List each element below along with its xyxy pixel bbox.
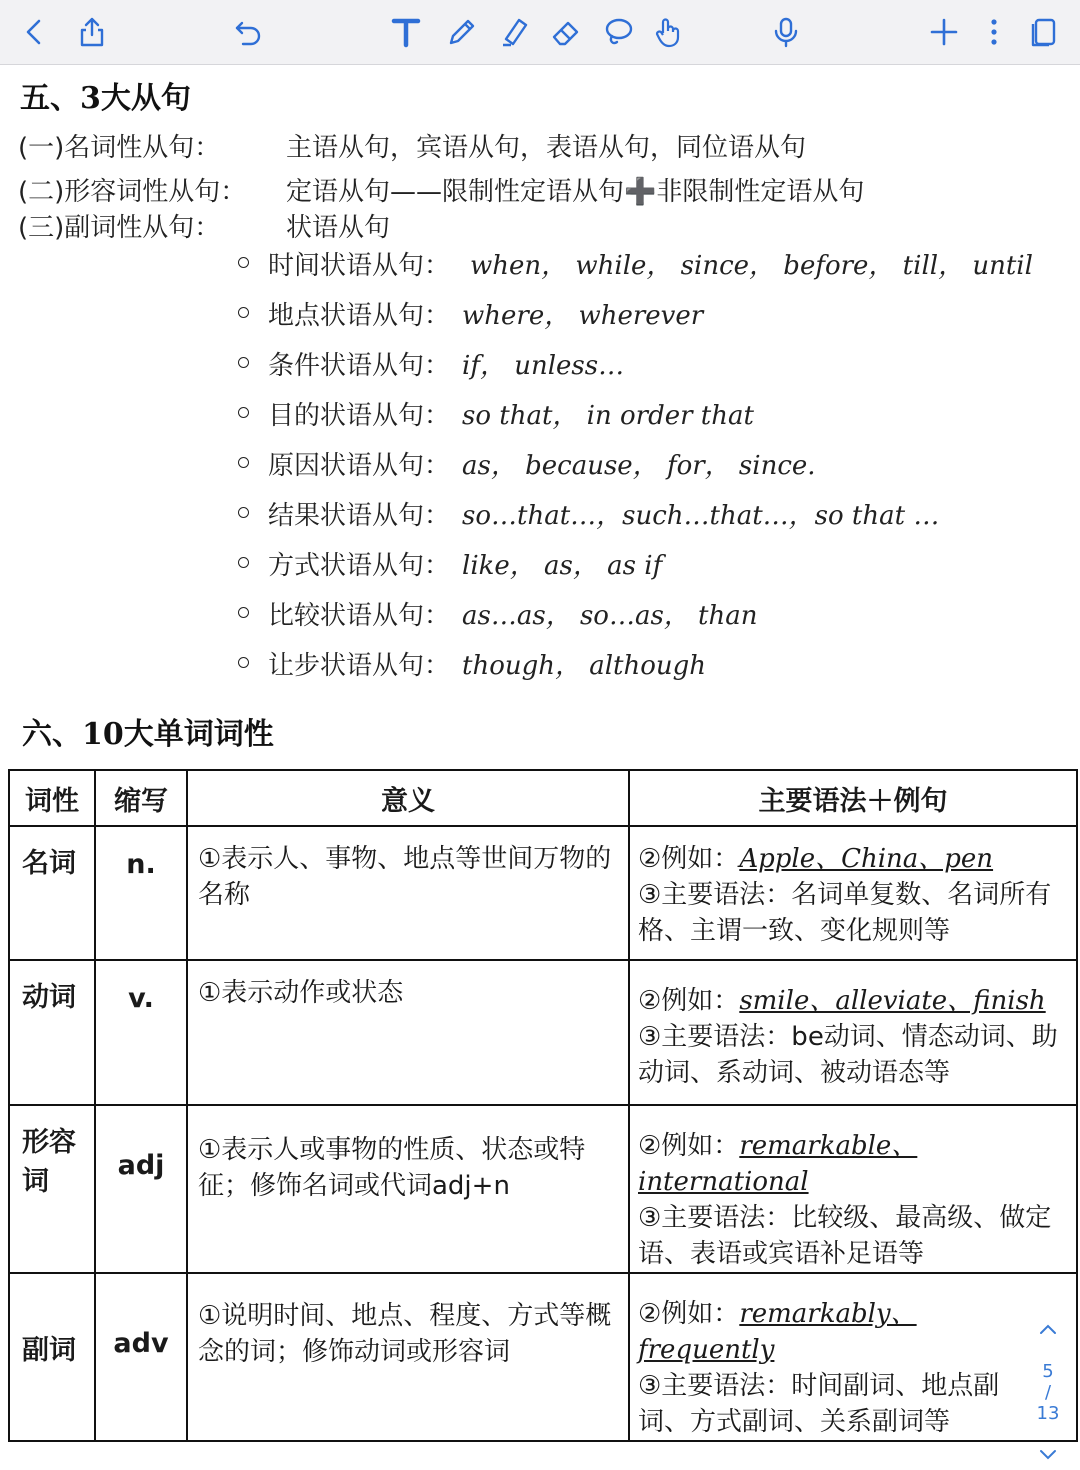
column-header: 意义 bbox=[187, 770, 629, 826]
clause-type-label: (三)副词性从句： bbox=[18, 213, 221, 243]
bullet-icon bbox=[238, 607, 249, 618]
adverbial-clause-examples: so…that…，such…that…，so that … bbox=[462, 501, 940, 531]
clause-type-value: 状语从句 bbox=[286, 213, 391, 243]
pages-icon[interactable] bbox=[1024, 12, 1064, 52]
example-prefix: ②例如： bbox=[638, 844, 740, 874]
share-icon[interactable] bbox=[72, 12, 112, 52]
microphone-icon[interactable] bbox=[766, 12, 806, 52]
abbr-cell: adv bbox=[95, 1273, 187, 1441]
clause-type-label: (一)名词性从句： bbox=[18, 133, 221, 163]
adverbial-clause-examples: if， unless… bbox=[462, 351, 625, 381]
abbr-cell: n. bbox=[95, 826, 187, 960]
table-header-row bbox=[9, 770, 1077, 826]
adverbial-clause-label: 让步状语从句： bbox=[268, 651, 451, 681]
bullet-icon bbox=[238, 407, 249, 418]
usage-cell bbox=[629, 960, 1077, 1105]
clause-type-value: 定语从句——限制性定语从句➕非限制性定语从句 bbox=[286, 177, 865, 207]
adverbial-clause-examples: though， although bbox=[462, 651, 707, 681]
bullet-icon bbox=[238, 357, 249, 368]
table-row bbox=[9, 1105, 1077, 1273]
bullet-icon bbox=[238, 457, 249, 468]
grammar-text: ③主要语法：时间副词、地点副词、方式副词、关系副词等 bbox=[638, 1371, 1000, 1437]
highlighter-icon[interactable] bbox=[494, 12, 534, 52]
current-page: 5 bbox=[1042, 1361, 1054, 1382]
add-icon[interactable] bbox=[924, 12, 964, 52]
usage-cell bbox=[629, 826, 1077, 960]
example-words: Apple、China、pen bbox=[739, 844, 994, 874]
page-separator: / bbox=[1044, 1382, 1052, 1403]
example-prefix: ②例如： bbox=[638, 1299, 740, 1329]
chevron-up-icon[interactable] bbox=[1030, 1320, 1066, 1341]
adverbial-clause-label: 结果状语从句： bbox=[268, 501, 451, 531]
example-words: remarkably、frequently bbox=[638, 1299, 917, 1365]
adverbial-clause-label: 方式状语从句： bbox=[268, 551, 451, 581]
bullet-icon bbox=[238, 257, 249, 268]
example-words: smile、alleviate、finish bbox=[739, 986, 1046, 1016]
touch-icon[interactable] bbox=[648, 12, 688, 52]
adverbial-clause-examples: as， because， for， since. bbox=[462, 451, 816, 481]
adverbial-clause-label: 地点状语从句： bbox=[268, 301, 451, 331]
page-indicator[interactable] bbox=[1030, 1320, 1066, 1470]
column-header: 词性 bbox=[9, 770, 95, 826]
adverbial-clause-examples: as…as， so…as， than bbox=[462, 601, 758, 631]
app-toolbar bbox=[0, 0, 1080, 65]
table-row bbox=[9, 826, 1077, 960]
example-words: remarkable、international bbox=[638, 1131, 918, 1197]
text-tool-icon[interactable] bbox=[386, 12, 426, 52]
abbr-cell: v. bbox=[95, 960, 187, 1105]
column-header: 缩写 bbox=[95, 770, 187, 826]
total-pages: 13 bbox=[1036, 1403, 1060, 1424]
meaning-cell: ①表示动作或状态 bbox=[187, 960, 629, 1105]
adverbial-clause-examples: when， while， since， before， till， until bbox=[470, 251, 1033, 281]
chevron-down-icon[interactable] bbox=[1030, 1446, 1066, 1467]
section-5-heading: 五、3大从句 bbox=[20, 81, 191, 116]
lasso-icon[interactable] bbox=[598, 12, 638, 52]
abbr-cell: adj bbox=[95, 1105, 187, 1273]
eraser-icon[interactable] bbox=[546, 12, 586, 52]
bullet-icon bbox=[238, 557, 249, 568]
table-row bbox=[9, 960, 1077, 1105]
grammar-text: ③主要语法：be动词、情态动词、助动词、系动词、被动语态等 bbox=[638, 1022, 1058, 1088]
clause-type-label: (二)形容词性从句： bbox=[18, 177, 247, 207]
adverbial-clause-examples: like， as， as if bbox=[462, 551, 663, 581]
bullet-icon bbox=[238, 507, 249, 518]
adverbial-clause-label: 时间状语从句： bbox=[268, 251, 451, 281]
adverbial-clause-examples: where， wherever bbox=[462, 301, 704, 331]
section-6-heading: 六、10大单词词性 bbox=[22, 717, 274, 752]
meaning-cell: ①表示人、事物、地点等世间万物的名称 bbox=[187, 826, 629, 960]
pos-cell: 形容词 bbox=[9, 1105, 95, 1273]
meaning-cell: ①表示人或事物的性质、状态或特征；修饰名词或代词adj+n bbox=[187, 1105, 629, 1273]
note-page bbox=[0, 65, 1080, 1440]
pos-cell: 副词 bbox=[9, 1273, 95, 1441]
grammar-text: ③主要语法：比较级、最高级、做定语、表语或宾语补足语等 bbox=[638, 1203, 1052, 1269]
more-icon[interactable] bbox=[974, 12, 1014, 52]
undo-icon[interactable] bbox=[228, 12, 268, 52]
pen-icon[interactable] bbox=[442, 12, 482, 52]
parts-of-speech-table bbox=[8, 769, 1078, 1442]
bullet-icon bbox=[238, 657, 249, 668]
back-icon[interactable] bbox=[14, 12, 54, 52]
adverbial-clause-label: 目的状语从句： bbox=[268, 401, 451, 431]
example-prefix: ②例如： bbox=[638, 986, 740, 1016]
adverbial-clause-examples: so that， in order that bbox=[462, 401, 754, 431]
example-prefix: ②例如： bbox=[638, 1131, 740, 1161]
bullet-icon bbox=[238, 307, 249, 318]
pos-cell: 动词 bbox=[9, 960, 95, 1105]
adverbial-clause-label: 条件状语从句： bbox=[268, 351, 451, 381]
meaning-cell: ①说明时间、地点、程度、方式等概念的词；修饰动词或形容词 bbox=[187, 1273, 629, 1441]
grammar-text: ③主要语法：名词单复数、名词所有格、主谓一致、变化规则等 bbox=[638, 880, 1052, 946]
clause-type-value: 主语从句，宾语从句，表语从句，同位语从句 bbox=[286, 133, 807, 163]
adverbial-clause-label: 原因状语从句： bbox=[268, 451, 451, 481]
column-header: 主要语法＋例句 bbox=[629, 770, 1077, 826]
table-row bbox=[9, 1273, 1077, 1441]
usage-cell bbox=[629, 1273, 1077, 1441]
pos-cell: 名词 bbox=[9, 826, 95, 960]
usage-cell bbox=[629, 1105, 1077, 1273]
adverbial-clause-label: 比较状语从句： bbox=[268, 601, 451, 631]
